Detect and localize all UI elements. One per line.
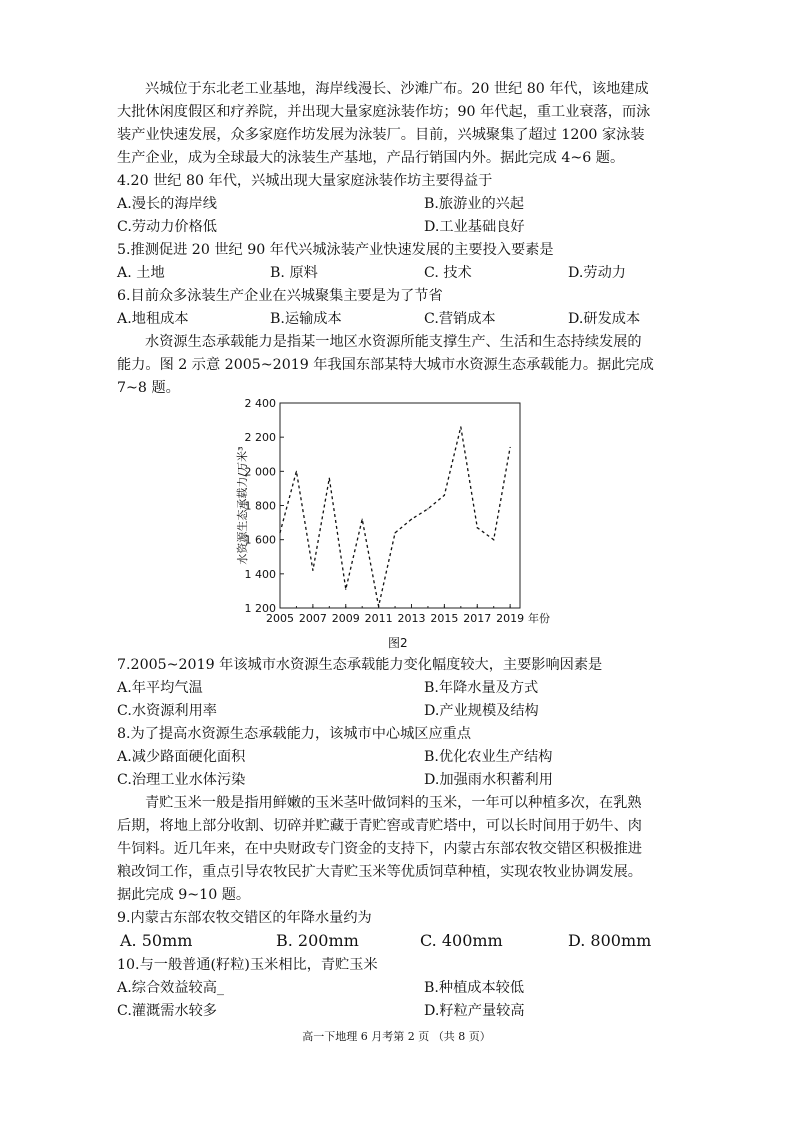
chart-x-tick-label: 2011 bbox=[364, 612, 393, 625]
chart-y-tick-label: 1 400 bbox=[244, 567, 276, 581]
question-7-option-b[interactable]: B.年降水量及方式 bbox=[424, 680, 539, 696]
chart-x-tick-label: 2019 bbox=[496, 612, 525, 625]
question-10-stem: 10.与一般普通(籽粒)玉米相比，青贮玉米 bbox=[117, 957, 378, 973]
chart-x-axis-label: 年份 bbox=[528, 612, 550, 625]
question-9-option-d[interactable]: D. 800mm bbox=[568, 931, 652, 950]
chart-y-tick-label: 1 600 bbox=[244, 533, 276, 547]
chart-data-point bbox=[510, 447, 511, 448]
passage-1-line-1: 兴城位于东北老工业基地，海岸线漫长、沙滩广布。20 世纪 80 年代，该地建成 bbox=[145, 81, 649, 97]
question-5-option-a[interactable]: A. 土地 bbox=[117, 265, 165, 281]
chart-data-point bbox=[329, 478, 330, 479]
question-10-option-c[interactable]: C.灌溉需水较多 bbox=[117, 1003, 217, 1019]
chart-x-tick-label: 2015 bbox=[430, 612, 459, 625]
chart-data-point bbox=[296, 471, 297, 472]
question-7-stem: 7.2005~2019 年该城市水资源生态承载能力变化幅度较大，主要影响因素是 bbox=[117, 657, 603, 673]
passage-3-line-1: 青贮玉米一般是指用鲜嫩的玉米茎叶做饲料的玉米，一年可以种植多次，在乳熟 bbox=[145, 795, 642, 811]
chart-data-point bbox=[312, 570, 313, 571]
passage-3-line-4: 粮改饲工作，重点引导农牧民扩大青贮玉米等优质饲草种植，实现农牧业协调发展。 bbox=[117, 864, 642, 880]
chart-data-point bbox=[493, 539, 494, 540]
chart-data-point bbox=[477, 527, 478, 528]
chart-y-tick-label: 2 200 bbox=[244, 431, 276, 445]
chart-caption: 图2 bbox=[388, 636, 408, 650]
question-6-option-c[interactable]: C.营销成本 bbox=[424, 311, 496, 327]
passage-2-line-1: 水资源生态承载能力是指某一地区水资源所能支撑生产、生活和生态持续发展的 bbox=[145, 334, 642, 350]
chart-x-tick-label: 2007 bbox=[298, 612, 327, 625]
page-footer: 高一下地理 6 月考第 2 页 （共 8 页） bbox=[302, 1030, 491, 1043]
chart-data-point bbox=[378, 606, 379, 607]
question-6-option-d[interactable]: D.研发成本 bbox=[568, 311, 641, 327]
question-9-option-c[interactable]: C. 400mm bbox=[420, 931, 503, 950]
chart-x-tick-label: 2017 bbox=[463, 612, 492, 625]
question-4-option-d[interactable]: D.工业基础良好 bbox=[424, 219, 525, 235]
chart-x-tick-label: 2005 bbox=[266, 612, 294, 625]
question-5-stem: 5.推测促进 20 世纪 90 年代兴城泳装产业快速发展的主要投入要素是 bbox=[117, 242, 554, 258]
question-7-option-c[interactable]: C.水资源利用率 bbox=[117, 703, 217, 719]
question-5-option-d[interactable]: D.劳动力 bbox=[568, 265, 626, 281]
chart-data-point bbox=[345, 589, 346, 590]
chart-x-tick-label: 2013 bbox=[397, 612, 426, 625]
chart-y-tick-label: 2 000 bbox=[244, 465, 276, 479]
question-4-option-b[interactable]: B.旅游业的兴起 bbox=[424, 196, 525, 212]
question-7-option-a[interactable]: A.年平均气温 bbox=[117, 680, 203, 696]
passage-1-line-4: 生产企业，成为全球最大的泳装生产基地，产品行销国内外。据此完成 4~6 题。 bbox=[117, 150, 625, 166]
question-5-option-c[interactable]: C. 技术 bbox=[424, 265, 472, 281]
chart-data-point bbox=[444, 495, 445, 496]
chart-plot-frame bbox=[280, 403, 520, 608]
question-10-option-a[interactable]: A.综合效益较高_ bbox=[117, 980, 224, 996]
chart-x-tick-label: 2009 bbox=[331, 612, 360, 625]
passage-2-line-2: 能力。图 2 示意 2005~2019 年我国东部某特大城市水资源生态承载能力。据此完成 bbox=[117, 357, 654, 373]
chart-data-point bbox=[460, 426, 461, 427]
question-5-option-b[interactable]: B. 原料 bbox=[270, 265, 318, 281]
passage-1-line-3: 装产业快速发展，众多家庭作坊发展为泳装厂。目前，兴城聚集了超过 1200 家泳装 bbox=[117, 127, 645, 143]
chart-y-tick-label: 2 400 bbox=[244, 397, 276, 410]
passage-3-line-3: 牛饲料。近几年来，在中央财政专门资金的支持下，内蒙古东部农牧交错区积极推进 bbox=[117, 841, 642, 857]
question-8-option-a[interactable]: A.减少路面硬化面积 bbox=[117, 749, 246, 765]
question-10-option-d[interactable]: D.籽粒产量较高 bbox=[424, 1003, 525, 1019]
question-6-stem: 6.目前众多泳装生产企业在兴城聚集主要是为了节省 bbox=[117, 288, 443, 304]
question-9-option-a[interactable]: A. 50mm bbox=[120, 931, 193, 950]
passage-3-line-5: 据此完成 9~10 题。 bbox=[117, 887, 251, 903]
question-7-option-d[interactable]: D.产业规模及结构 bbox=[424, 703, 539, 719]
question-4-stem: 4.20 世纪 80 年代，兴城出现大量家庭泳装作坊主要得益于 bbox=[117, 173, 493, 189]
question-4-option-c[interactable]: C.劳动力价格低 bbox=[117, 219, 217, 235]
question-10-option-b[interactable]: B.种植成本较低 bbox=[424, 980, 525, 996]
chart-data-point bbox=[427, 508, 428, 509]
question-8-stem: 8.为了提高水资源生态承载能力，该城市中心城区应重点 bbox=[117, 726, 472, 742]
passage-2-line-3: 7~8 题。 bbox=[117, 380, 180, 396]
passage-3-line-2: 后期，将地上部分收割、切碎并贮藏于青贮窖或青贮塔中，可以长时间用于奶牛、肉 bbox=[117, 818, 642, 834]
chart-data-point bbox=[362, 519, 363, 520]
water-capacity-line-chart bbox=[232, 392, 572, 632]
question-6-option-a[interactable]: A.地租成本 bbox=[117, 311, 189, 327]
chart-data-point bbox=[411, 519, 412, 520]
chart-data-point bbox=[394, 532, 395, 533]
question-8-option-d[interactable]: D.加强雨水积蓄利用 bbox=[424, 772, 553, 788]
question-4-option-a[interactable]: A.漫长的海岸线 bbox=[117, 196, 217, 212]
chart-y-axis-label: 水资源生态承载力/万米³ bbox=[236, 446, 249, 565]
question-9-option-b[interactable]: B. 200mm bbox=[276, 931, 359, 950]
passage-1-line-2: 大批休闲度假区和疗养院，并出现大量家庭泳装作坊；90 年代起，重工业衰落，而泳 bbox=[117, 104, 651, 120]
chart-y-tick-label: 1 800 bbox=[244, 499, 276, 513]
chart-y-tick-label: 1 200 bbox=[244, 602, 276, 615]
question-8-option-b[interactable]: B.优化农业生产结构 bbox=[424, 749, 553, 765]
question-8-option-c[interactable]: C.治理工业水体污染 bbox=[117, 772, 246, 788]
chart-data-point bbox=[279, 532, 280, 533]
question-6-option-b[interactable]: B.运输成本 bbox=[270, 311, 342, 327]
chart-series-line bbox=[280, 427, 510, 606]
question-9-stem: 9.内蒙古东部农牧交错区的年降水量约为 bbox=[117, 910, 372, 926]
